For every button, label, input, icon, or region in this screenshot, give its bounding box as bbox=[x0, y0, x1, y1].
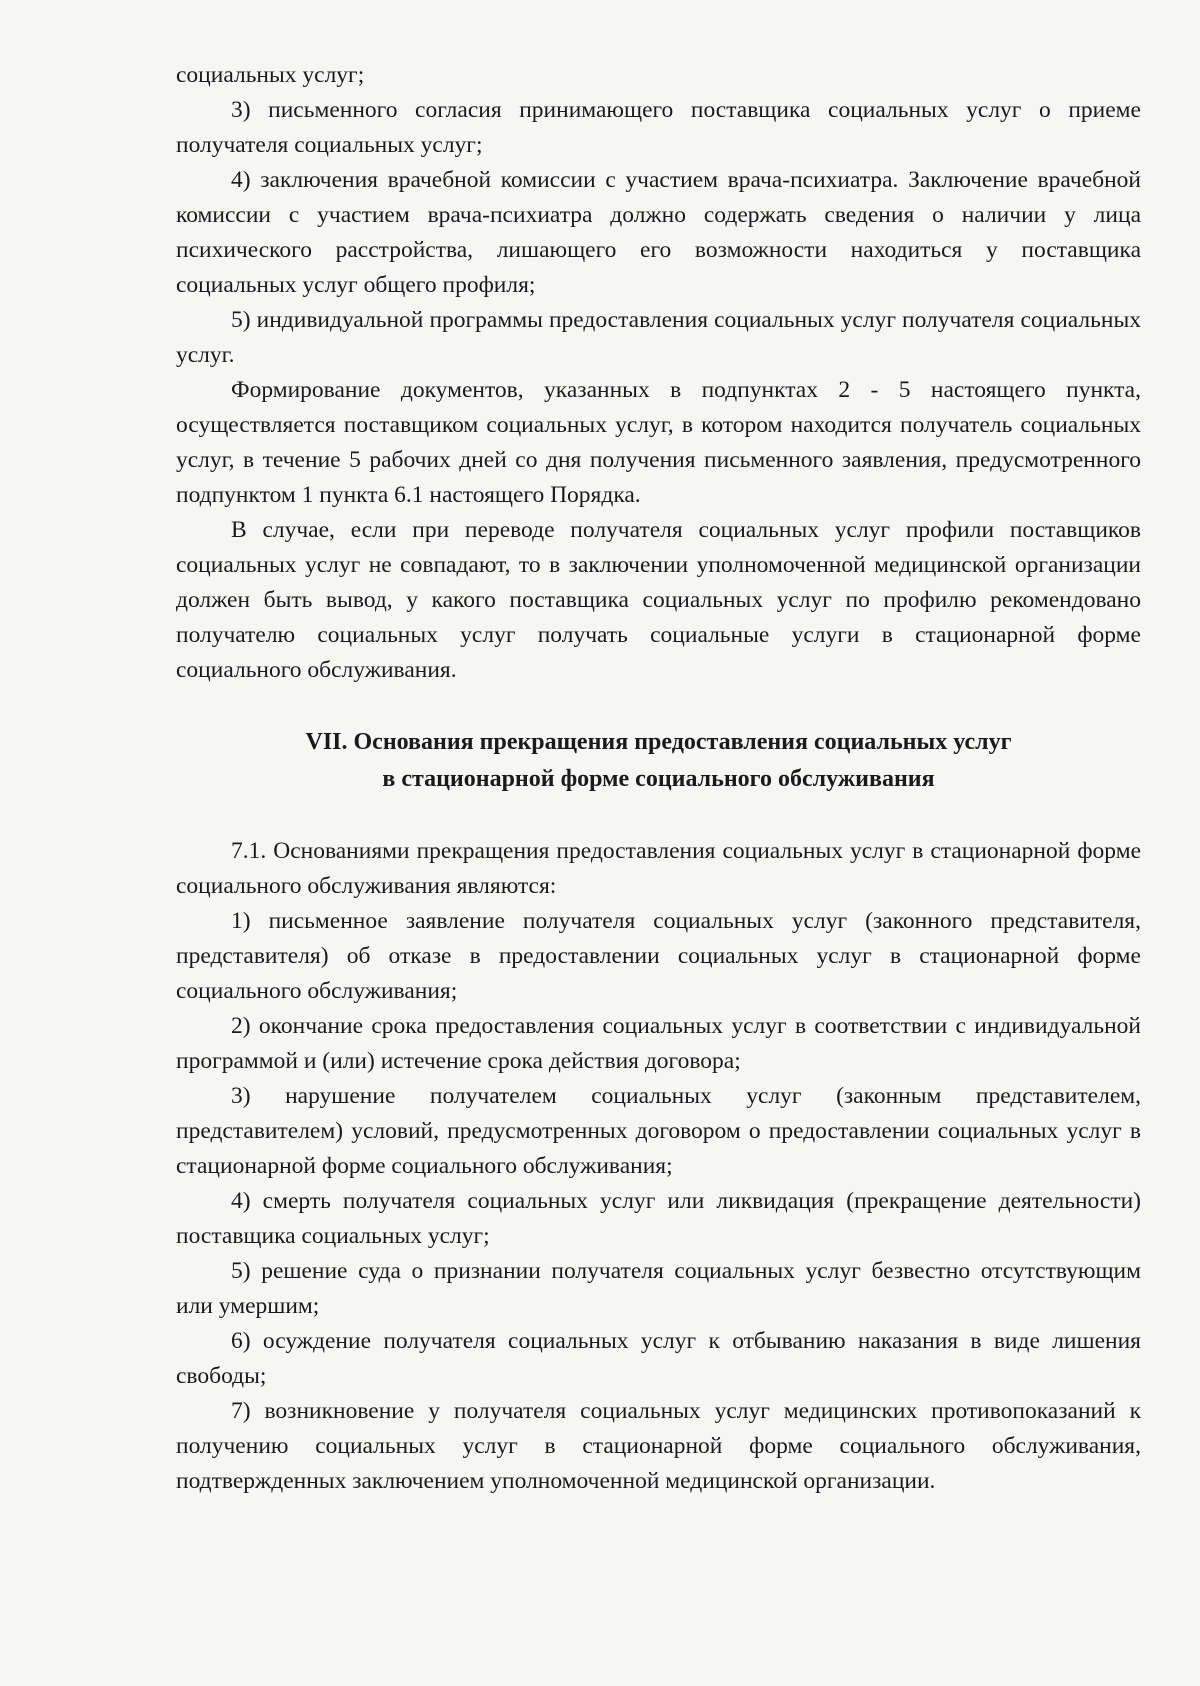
paragraph-continuation: социальных услуг; bbox=[176, 62, 365, 88]
paragraph-basis-7: 7) возникновение у получателя социальных услуг медицинских противопоказаний к получению социальных услуг в стационарной форме социального обслуживания, подтвержденных заключением уполномоченной медицинской организации. bbox=[176, 1398, 1141, 1494]
paragraph-basis-5: 5) решение суда о признании получателя социальных услуг безвестно отсутствующим или умершим; bbox=[176, 1258, 1141, 1319]
paragraph-basis-1: 1) письменное заявление получателя социальных услуг (законного представителя, представителя) об отказе в предоставлении социальных услуг в стационарной форме социального обслуживания; bbox=[176, 908, 1141, 1004]
section-heading bbox=[176, 724, 1141, 798]
paragraph-item-5: 5) индивидуальной программы предоставления социальных услуг получателя социальных услуг. bbox=[176, 307, 1141, 368]
paragraph-basis-2: 2) окончание срока предоставления социальных услуг в соответствии с индивидуальной программой и (или) истечение срока действия договора; bbox=[176, 1013, 1141, 1074]
paragraph-basis-4: 4) смерть получателя социальных услуг или ликвидация (прекращение деятельности) поставщика социальных услуг; bbox=[176, 1188, 1141, 1249]
paragraph-item-3: 3) письменного согласия принимающего поставщика социальных услуг о приеме получателя социальных услуг; bbox=[176, 97, 1141, 158]
paragraph-formation: Формирование документов, указанных в подпунктах 2 - 5 настоящего пункта, осуществляется поставщиком социальных услуг, в котором находится получатель социальных услуг, в течение 5 рабочих дней со дня получения письменного заявления, предусмотренного подпунктом 1 пункта 6.1 настоящего Порядка. bbox=[176, 377, 1141, 508]
section-heading-line-1: VII. Основания прекращения предоставления социальных услуг bbox=[305, 729, 1012, 755]
paragraph-item-4: 4) заключения врачебной комиссии с участием врача-психиатра. Заключение врачебной комиссии с участием врача-психиатра должно содержать сведения о наличии у лица психического расстройства, лишающего его возможности находиться у поставщика социальных услуг общего профиля; bbox=[176, 167, 1141, 298]
paragraph-basis-6: 6) осуждение получателя социальных услуг к отбыванию наказания в виде лишения свободы; bbox=[176, 1328, 1141, 1389]
section-heading-line-2: в стационарной форме социального обслуживания bbox=[382, 766, 935, 792]
paragraph-transfer-case: В случае, если при переводе получателя социальных услуг профили поставщиков социальных услуг не совпадают, то в заключении уполномоченной медицинской организации должен быть вывод, у какого поставщика социальных услуг по профилю рекомендовано получателю социальных услуг получать социальные услуги в стационарной форме социального обслуживания. bbox=[176, 517, 1141, 683]
paragraph-7-1: 7.1. Основаниями прекращения предоставления социальных услуг в стационарной форме социального обслуживания являются: bbox=[176, 838, 1141, 899]
paragraph-basis-3: 3) нарушение получателем социальных услуг (законным представителем, представителем) условий, предусмотренных договором о предоставлении социальных услуг в стационарной форме социального обслуживания; bbox=[176, 1083, 1141, 1179]
document-body bbox=[176, 58, 1141, 1499]
